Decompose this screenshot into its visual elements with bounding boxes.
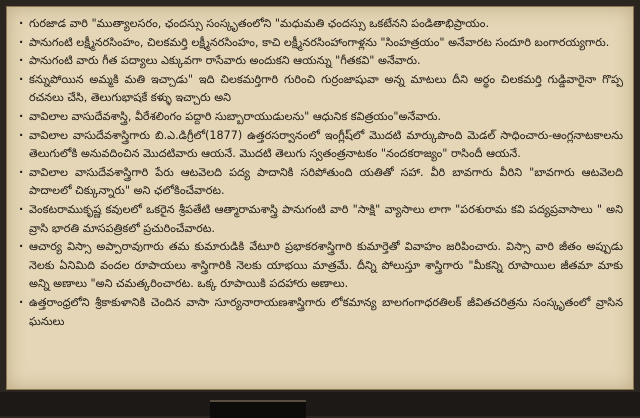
trivia-list [7,7,633,331]
list-item: · గురజాడ వారి "ముత్యాలసరం, ఛందస్సు సంస్కృతంలోని "మధుమతి ఛందస్సు ఒకటేనని పండితాభిప్రాయం. [19,15,623,34]
newspaper-clipping [6,6,634,390]
list-item: · వెంకటరాముకృష్ణ కవులలో ఒకరైన శ్రీపతేటి ఆత్మారామశాస్త్రి పానుగంటి వారి "సాక్షి" వ్యాసాలు లాగా "పరశురామ కవి పద్యప్రవాసాలు " అని వ్రాసి భారతి మాసపత్రికలో ప్రచురించేవారట. [19,201,623,238]
list-item: · వావిలాల వాసుదేవశాస్త్రి, వీరేశలింగం పద్దారి సుబ్బారాయుడులను" ఆధునిక కవిత్రయం"అనేవారు. [19,108,623,127]
list-item: · ఆచార్య విస్సా అప్పారావుగారు తమ కుమారుడికి వేటూరి ప్రభాకరశాస్త్రిగారి కుమార్తెతో వివాహం జరిపించారు. విస్సా వారి జీతం అప్పుడు నెలకు ఏనిమిది వందల రూపాయలు శాస్త్రిగారికి నెలకు యాభయి మాత్రమే. దీన్ని పోలుస్తూ శాస్త్రిగారు "మీకన్ని రూపాయిల జీతమా మాకు అన్ని అణాలు "అని చమత్కరించారట. ఒక్క రూపాయికి పదహారు అణాలు. [19,238,623,294]
list-item: · పానుగంటి వారు గీత పద్యాలు ఎక్కువగా రాసేవారు అందుకని ఆయన్ను "గీతకవి" అనేవారు. [19,52,623,71]
list-item: · కన్నుపోయిన అమ్మకి మతి ఇచ్చాడు" ఇది చిలకమర్తిగారి గురించి గుర్రంజాషువా అన్న మాటలు దీని అర్థం చిలకమర్తి గుడ్డివారైనా గొప్ప రచనలు చేసి, తెలుగుభాషకే కళ్ళు ఇచ్చారు అని [19,71,623,108]
list-item: · వావిలాల వాసుదేవశాస్త్రిగారి పేరు ఆటవెలది పద్య పాదానికి సరిపోతుంది యతితో సహా. వీరి బావగారు వీరిని "బావగారు ఆటవెలది పాదాలలో చిక్కున్నారు" అని ఛలోకించేవారట. [19,164,623,201]
list-item: · వావిలాల వాసుదేవశాస్త్రిగారు బి.ఎ.డిగ్రీలో(1877) ఉత్తరసర్వానంలో ఇంగ్లీష్‌లో మొదటి మార్కుపొంది మెడల్ సాధించారు-ఆంగ్లనాటకాలను తెలుగులోకి అనువదించిన మొదటివారు ఆయనే. మొదటి తెలుగు స్వతంత్రనాటకం "నందకరాజ్యం" రాసిందీ ఆయనే. [19,127,623,164]
dark-background-strip [0,392,640,416]
list-item: · పానుగంటి లక్ష్మీనరసింహం, చిలకమర్తి లక్ష్మీనరసింహం, కాచి లక్ష్మీనరసింహాంగాళ్లను "సింహత్రయం" అనేవారట సందూరి బంగారయ్యగారు. [19,34,623,53]
list-item: · ఉత్తరాంధ్రలోని శ్రీకాకుళానికి చెందిన వాసా సూర్యనారాయణశాస్త్రిగారు లోకమాన్య బాలగంగాధరతిలక్ జీవితచరిత్రను సంస్కృతంలో వ్రాసిన ఘనులు [19,294,623,331]
footer-badge [210,400,306,418]
